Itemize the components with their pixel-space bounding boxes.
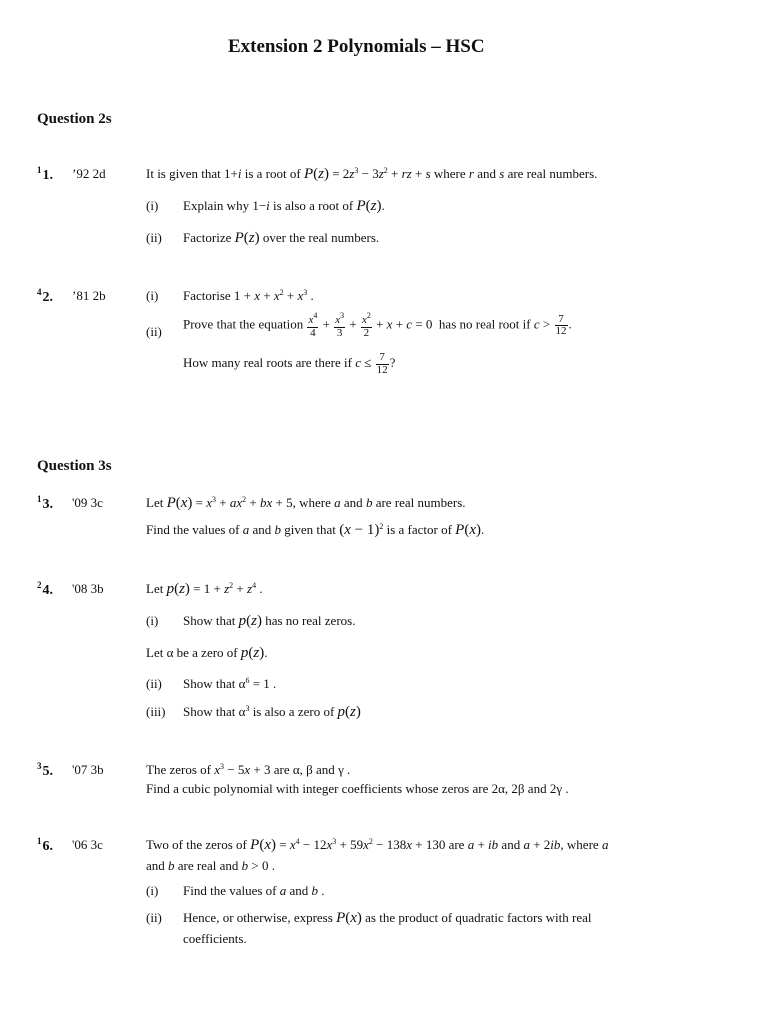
part-label: (i) [146, 883, 159, 898]
question-stem: Let $p(z) = 1 + z^2 + z^4$ . [146, 581, 263, 597]
question-stem: Two of the zeros of $P(x) = x^4 - 12x^3 + 59x^2 - 138x + 130$ are a + ib and a + 2ib, where a [146, 837, 609, 853]
part-label: (iii) [146, 704, 166, 719]
question-part: Show that $\alpha^3$ is also a zero of p(z) [183, 704, 361, 720]
question-number: $^2$4. [37, 580, 53, 598]
question-number: $^4$2. [37, 287, 53, 305]
question-part: Show that $\alpha^6 = 1$ . [183, 676, 277, 691]
question-stem: Let α be a zero of p(z). [146, 645, 268, 661]
part-label: (i) [146, 198, 159, 213]
section-heading: Question 2s [37, 111, 112, 127]
question-part: Show that p(z) has no real zeros. [183, 613, 356, 629]
question-part: Factorize P(z) over the real numbers. [183, 230, 380, 246]
question-number: $^1$3. [37, 494, 53, 512]
question-number: $^1$1. [37, 165, 53, 183]
part-label: (ii) [146, 910, 162, 925]
question-reference: ’81 2b [72, 288, 106, 303]
page-title: Extension 2 Polynomials – HSC [228, 36, 485, 57]
question-part: Factorise $1 + x + x^2 + x^3$ . [183, 288, 314, 303]
part-label: (i) [146, 288, 159, 303]
question-stem: Find the values of a and b given that $(x - 1)^2$ is a factor of P(x). [146, 522, 485, 538]
question-stem: Let $P(x) = x^3 + ax^2$ + bx + 5, where a and b are real numbers. [146, 495, 466, 511]
question-part: How many real roots are there if c ≤ $\frac{7}{12}$ ? [183, 351, 396, 376]
question-reference: ’92 2d [72, 166, 106, 181]
question-stem: Find a cubic polynomial with integer coefficients whose zeros are 2α, 2β and 2γ . [146, 781, 569, 796]
part-label: (i) [146, 613, 159, 628]
question-part: coefficients. [183, 931, 247, 946]
part-label: (ii) [146, 676, 162, 691]
question-number: $^3$5. [37, 761, 53, 779]
question-part: Explain why 1−i is also a root of P(z). [183, 198, 385, 214]
question-part: Prove that the equation $\frac{x^4}{4}$ + $\frac{x^3}{3}$ + $\frac{x^2}{2}$ + x + c = 0 has no real root if c > $\frac{7}{12}$ . [183, 311, 572, 339]
question-stem: The zeros of $x^3 - 5x + 3$ are α, β and γ . [146, 762, 351, 777]
question-stem: and b are real and b > 0 . [146, 858, 275, 873]
part-label: (ii) [146, 324, 162, 339]
question-reference: '09 3c [72, 495, 103, 510]
question-reference: '08 3b [72, 581, 104, 596]
section-heading: Question 3s [37, 458, 112, 474]
question-part: Hence, or otherwise, express P(x) as the product of quadratic factors with real [183, 910, 592, 926]
question-part: Find the values of a and b . [183, 883, 325, 898]
question-stem: It is given that 1+i is a root of $P(z) = 2z^3 - 3z^2$ + rz + s where r and s are real numbers. [146, 166, 598, 182]
question-reference: '06 3c [72, 837, 103, 852]
question-reference: '07 3b [72, 762, 104, 777]
part-label: (ii) [146, 230, 162, 245]
question-number: $^1$6. [37, 836, 53, 854]
